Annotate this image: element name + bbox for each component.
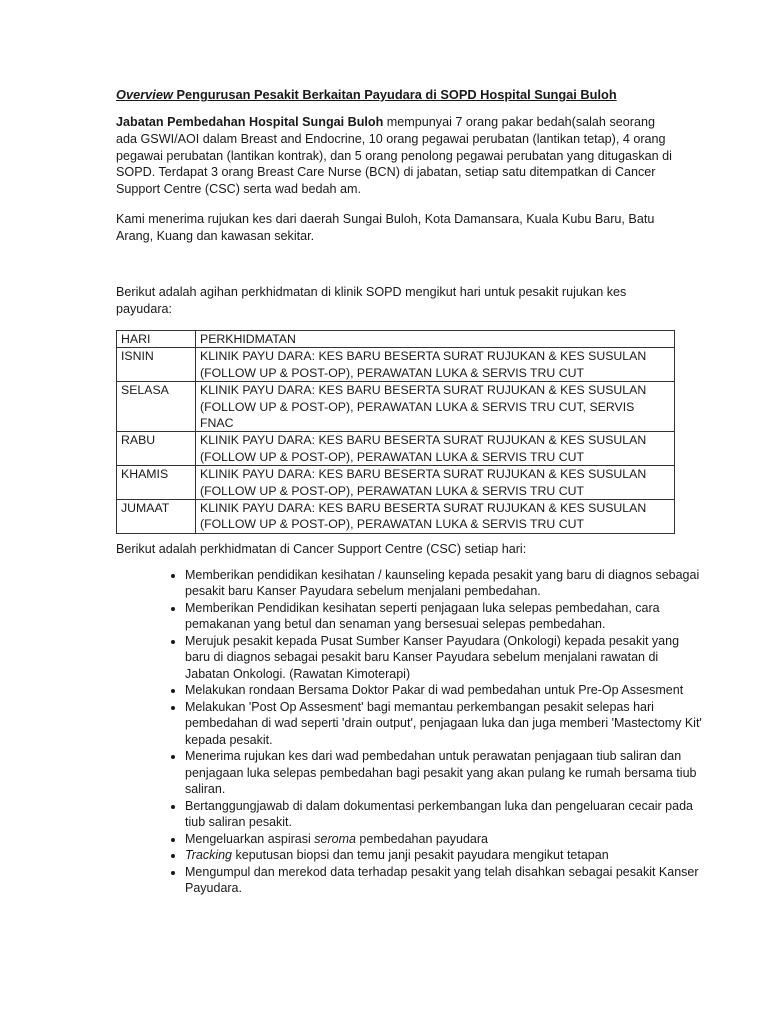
page-title (116, 87, 617, 104)
paragraph-clinic-intro: Berikut adalah agihan perkhidmatan di klinik SOPD mengikut hari untuk pesakit rujukan kes payudara: (116, 285, 627, 316)
b9-text-b: keputusan biopsi dan temu janji pesakit payudara mengikut tetapan (232, 848, 609, 863)
paragraph-csc-intro: Berikut adalah perkhidmatan di Cancer Support Centre (CSC) setiap hari: (116, 542, 527, 556)
list-item: • Memberikan pendidikan kesihatan / kaunseling kepada pesakit yang baru di diagnos sebagai pesakit baru Kanser Payudara sebelum menjalani pembedahan. (185, 567, 705, 600)
b8-text-c: pembedahan payudara (355, 831, 488, 846)
table-row (117, 382, 675, 432)
table-row (117, 500, 675, 534)
list-item: • Memberikan Pendidikan kesihatan seperti penjagaan luka selepas pembedahan, cara pemakanan yang betul dan senaman yang bersesuai selepas pembedahan. (185, 600, 705, 633)
list-item: • Mengumpul dan merekod data terhadap pesakit yang telah disahkan sebagai pesakit Kanser Payudara. (185, 864, 705, 897)
paragraph-referrals: Kami menerima rujukan kes dari daerah Sungai Buloh, Kota Damansara, Kuala Kubu Baru, Batu Arang, Kuang dan kawasan sekitar. (116, 212, 655, 243)
table-row (117, 432, 675, 466)
csc-services-list (160, 567, 705, 897)
table-row (117, 348, 675, 382)
list-item: • Menerima rujukan kes dari wad pembedahan untuk perawatan penjagaan tiub saliran dan penjagaan luka selepas pembedahan bagi pesakit yang akan pulang ke rumah bersama tiub saliran. (185, 748, 705, 797)
cell-service: KLINIK PAYU DARA: KES BARU BESERTA SURAT RUJUKAN & KES SUSULAN (FOLLOW UP & POST-OP), PERAWATAN LUKA & SERVIS TRU CUT, SERVIS FNAC (196, 382, 675, 432)
list-item: • Melakukan 'Post Op Assesment' bagi memantau perkembangan pesakit selepas hari pembedahan di wad seperti 'drain output', penjagaan luka dan juga memberi 'Mastectomy Kit' kepada pesakit. (185, 699, 705, 748)
list-item (185, 831, 705, 847)
cell-service: KLINIK PAYU DARA: KES BARU BESERTA SURAT RUJUKAN & KES SUSULAN (FOLLOW UP & POST-OP), PERAWATAN LUKA & SERVIS TRU CUT (196, 500, 675, 534)
list-item: • Melakukan rondaan Bersama Doktor Pakar di wad pembedahan untuk Pre-Op Assesment (185, 682, 705, 698)
title-italic: Overview (116, 87, 173, 102)
cell-service: KLINIK PAYU DARA: KES BARU BESERTA SURAT RUJUKAN & KES SUSULAN (FOLLOW UP & POST-OP), PERAWATAN LUKA & SERVIS TRU CUT (196, 348, 675, 382)
title-text: Pengurusan Pesakit Berkaitan Payudara di SOPD Hospital Sungai Buloh (172, 87, 617, 102)
b9-text-italic: Tracking (185, 848, 233, 863)
department-text: mempunyai 7 orang pakar bedah(salah seorang ada GSWI/AOI dalam Breast and Endocrine, 10 orang pegawai perubatan (lantikan tetap), 4 orang pegawai perubatan (lantikan kontrak), dan 5 orang penolong pegawai perubatan yang ditugaskan di SOPD. Terdapat 3 orang Breast Care Nurse (BCN) di jabatan, setiap satu ditempatkan di Cancer Support Centre (CSC) serta wad bedah am. (116, 115, 672, 197)
b8-text-italic: seroma (314, 831, 356, 846)
header-day: HARI (117, 331, 196, 348)
cell-day: KHAMIS (117, 466, 196, 500)
cell-day: JUMAAT (117, 500, 196, 534)
cell-day: ISNIN (117, 348, 196, 382)
list-item (185, 847, 705, 863)
department-name: Jabatan Pembedahan Hospital Sungai Buloh (116, 115, 384, 129)
header-service: PERKHIDMATAN (196, 331, 675, 348)
schedule-table (116, 330, 675, 534)
cell-day: RABU (117, 432, 196, 466)
cell-service: KLINIK PAYU DARA: KES BARU BESERTA SURAT RUJUKAN & KES SUSULAN (FOLLOW UP & POST-OP), PERAWATAN LUKA & SERVIS TRU CUT (196, 466, 675, 500)
list-item: • Bertanggungjawab di dalam dokumentasi perkembangan luka dan pengeluaran cecair pada tiub saliran pesakit. (185, 798, 705, 831)
cell-service: KLINIK PAYU DARA: KES BARU BESERTA SURAT RUJUKAN & KES SUSULAN (FOLLOW UP & POST-OP), PERAWATAN LUKA & SERVIS TRU CUT (196, 432, 675, 466)
list-item: • Merujuk pesakit kepada Pusat Sumber Kanser Payudara (Onkologi) kepada pesakit yang baru di diagnos sebagai pesakit baru Kanser Payudara sebelum menjalani rawatan di Jabatan Onkologi. (Rawatan Kimoterapi) (185, 633, 705, 682)
b8-text-a: Mengeluarkan aspirasi (185, 831, 315, 846)
table-header-row (117, 331, 675, 348)
table-row (117, 466, 675, 500)
paragraph-department (116, 114, 676, 198)
cell-day: SELASA (117, 382, 196, 432)
